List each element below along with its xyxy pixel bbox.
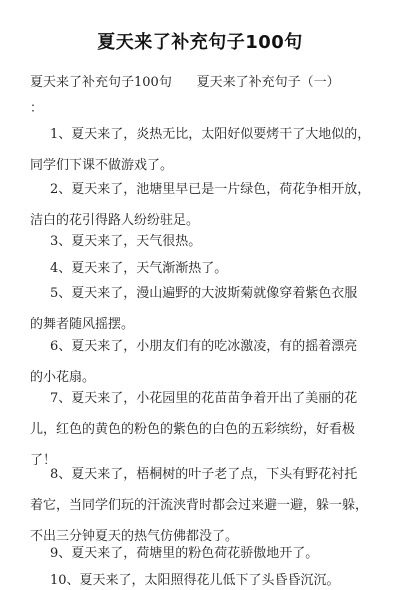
paragraph-5 xyxy=(30,285,374,334)
paragraph-line: 8、夏天来了，梧桐树的叶子老了点，下头有野花衬托 xyxy=(50,467,358,482)
paragraph-line: 7、夏天来了，小花园里的花苗苗争着开出了美丽的花 xyxy=(50,391,358,406)
paragraph-4 xyxy=(30,260,374,278)
paragraph-line: 的小花扇。 xyxy=(30,370,96,385)
paragraph-1 xyxy=(30,126,374,175)
paragraph-line: 着它，当同学们玩的汗流浃背时都会过来避一避，躲一躲， xyxy=(30,498,369,513)
paragraph-line: 4、夏天来了，天气渐渐热了。 xyxy=(50,261,228,276)
paragraph-line: 1、夏天来了，炎热无比，太阳好似要烤干了大地似的， xyxy=(50,127,371,142)
paragraph-line: 的舞者随风摇摆。 xyxy=(30,317,135,332)
document-subtitle: 夏天来了补充句子100句 夏天来了补充句子（一） xyxy=(30,75,340,90)
subtitle-colon: ： xyxy=(30,101,44,116)
paragraph-line: 10、夏天来了，太阳照得花儿低下了头昏昏沉沉。 xyxy=(50,573,340,588)
paragraph-line: 3、夏天来了，天气很热。 xyxy=(50,234,202,249)
paragraph-line: 不出三分钟夏天的热气仿佛都没了。 xyxy=(30,529,239,544)
paragraph-line: 6、夏天来了，小朋友们有的吃冰激凌，有的摇着漂亮 xyxy=(50,339,358,354)
paragraph-line: 了！ xyxy=(30,453,57,468)
paragraph-line: 洁白的花引得路人纷纷驻足。 xyxy=(30,213,200,228)
paragraph-line: 同学们下课不做游戏了。 xyxy=(30,158,174,173)
paragraph-7 xyxy=(30,390,374,470)
paragraph-3 xyxy=(30,233,374,251)
paragraph-10 xyxy=(30,572,374,590)
paragraph-9 xyxy=(30,545,374,563)
paragraph-6 xyxy=(30,338,374,387)
paragraph-line: 2、夏天来了，池塘里早已是一片绿色，荷花争相开放， xyxy=(50,182,371,197)
paragraph-line: 5、夏天来了，漫山遍野的大波斯菊就像穿着紫色衣服 xyxy=(50,286,358,301)
document-title: 夏天来了补充句子100句 xyxy=(97,32,303,53)
paragraph-line: 9、夏天来了，荷塘里的粉色荷花骄傲地开了。 xyxy=(50,546,319,561)
paragraph-2 xyxy=(30,181,374,230)
paragraph-8 xyxy=(30,466,374,546)
paragraph-line: 儿，红色的黄色的粉色的紫色的白色的五彩缤纷，好看极 xyxy=(30,422,356,437)
